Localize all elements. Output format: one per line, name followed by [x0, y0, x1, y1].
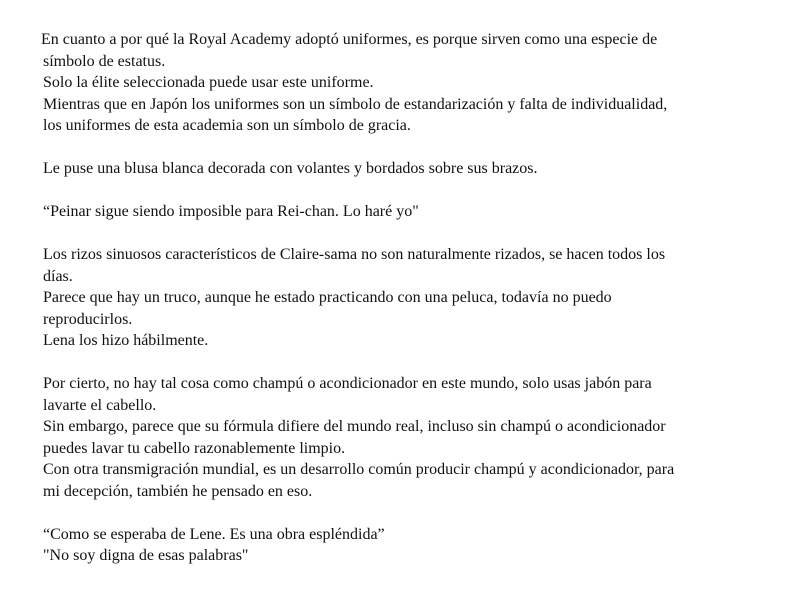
text-line: Solo la élite seleccionada puede usar este uniforme.: [43, 74, 374, 91]
text-line: Parece que hay un truco, aunque he estado practicando con una peluca, todavía no puedo: [43, 289, 612, 306]
text-line: Le puse una blusa blanca decorada con volantes y bordados sobre sus brazos.: [43, 160, 538, 177]
text-line: Los rizos sinuosos característicos de Claire-sama no son naturalmente rizados, se hacen todos los: [43, 246, 666, 263]
text-line: Sin embargo, parece que su fórmula difiere del mundo real, incluso sin champú o acondicionador: [43, 418, 666, 435]
text-line: lavarte el cabello.: [43, 396, 157, 414]
text-line: Mientras que en Japón los uniformes son un símbolo de estandarización y falta de individualidad,: [43, 95, 668, 113]
text-line: símbolo de estatus.: [43, 52, 166, 70]
paragraph-curls: [43, 244, 768, 352]
paragraph-dialogue-praise: [43, 524, 768, 567]
document-body: [43, 29, 768, 567]
text-line: los uniformes de esta academia son un símbolo de gracia.: [43, 117, 411, 134]
text-line: días.: [43, 267, 73, 285]
paragraph-uniforms: [43, 29, 768, 137]
text-line: Lena los hizo hábilmente.: [43, 332, 209, 349]
text-line: puedes lavar tu cabello razonablemente limpio.: [43, 439, 346, 457]
text-line: En cuanto a por qué la Royal Academy adoptó uniformes, es porque sirven como una especie de: [41, 31, 658, 48]
text-line: “Como se esperaba de Lene. Es una obra espléndida”: [43, 525, 385, 543]
text-line: “Peinar sigue siendo imposible para Rei-chan. Lo haré yo": [43, 203, 419, 220]
text-line: "No soy digna de esas palabras": [43, 547, 249, 564]
paragraph-blouse: [43, 158, 768, 180]
paragraph-shampoo: [43, 373, 768, 502]
text-line: Con otra transmigración mundial, es un desarrollo común producir champú y acondicionador, para: [43, 461, 675, 478]
paragraph-dialogue-hair: [43, 201, 768, 223]
text-line: Por cierto, no hay tal cosa como champú o acondicionador en este mundo, solo usas jabón para: [43, 375, 652, 392]
text-line: mi decepción, también he pensado en eso.: [43, 482, 313, 500]
text-line: reproducirlos.: [43, 310, 133, 328]
